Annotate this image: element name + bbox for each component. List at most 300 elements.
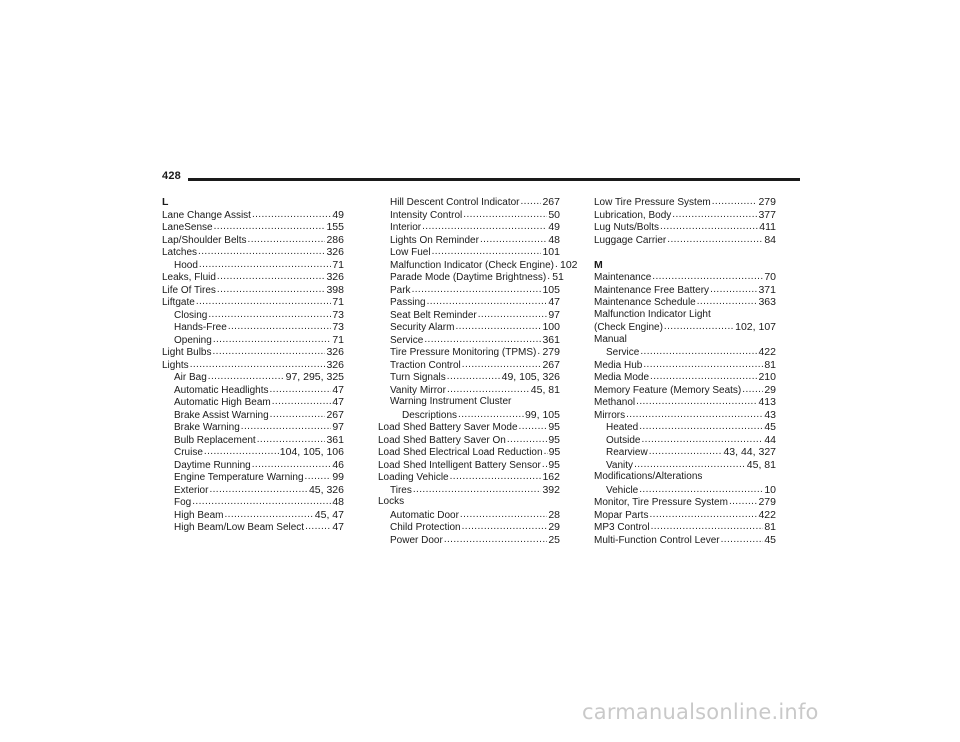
index-entry	[378, 234, 560, 247]
dot-leader	[462, 521, 548, 534]
header-rule	[188, 178, 800, 181]
index-entry-pages: 363	[758, 296, 776, 308]
index-entry-pages: 97	[332, 421, 344, 433]
dot-leader	[270, 409, 326, 422]
index-entry-pages: 101	[542, 246, 560, 258]
index-entry-term: Fog	[174, 497, 192, 508]
dot-leader	[643, 359, 763, 372]
dot-leader	[710, 284, 757, 297]
dot-leader	[519, 421, 548, 434]
index-entry-pages: 28	[548, 508, 560, 521]
index-entry	[594, 534, 776, 547]
index-entry-term: Methanol	[594, 397, 636, 408]
index-entry-term: Lap/Shoulder Belts	[162, 234, 247, 246]
index-heading: Warning Instrument Cluster	[390, 396, 512, 407]
dot-leader	[729, 496, 758, 509]
index-entry-pages: 95	[548, 421, 560, 433]
index-entry-pages: 49	[548, 221, 560, 233]
dot-leader	[252, 209, 331, 222]
index-entry-pages: 104, 105, 106	[279, 446, 344, 458]
dot-leader	[192, 496, 331, 509]
dot-leader	[228, 321, 332, 334]
index-column-2	[378, 196, 578, 546]
index-entry	[594, 409, 776, 422]
dot-leader	[248, 234, 326, 247]
index-entry	[162, 359, 344, 372]
index-entry-pages: 398	[326, 283, 344, 296]
index-entry	[594, 321, 776, 334]
dot-leader	[652, 271, 763, 284]
index-entry-term: Intensity Control	[390, 209, 463, 221]
index-entry	[594, 271, 776, 284]
dot-leader	[217, 271, 326, 284]
index-entry-pages: 45, 81	[530, 383, 560, 396]
index-entry-term: Hands-Free	[174, 322, 227, 333]
index-entry-pages: 326	[326, 246, 344, 258]
index-entry	[162, 334, 344, 347]
index-entry-pages: 71	[332, 296, 344, 308]
index-entry	[378, 409, 560, 422]
index-entry	[594, 284, 776, 297]
dot-leader	[649, 509, 757, 522]
index-entry-pages: 29	[548, 521, 560, 533]
index-entry-pages: 45	[764, 533, 776, 546]
dot-leader	[651, 521, 764, 534]
dot-leader	[213, 334, 332, 347]
index-entry-term: Media Hub	[594, 359, 643, 371]
dot-leader	[196, 296, 332, 309]
index-entry-term: Load Shed Battery Saver On	[378, 434, 506, 446]
section-letter: L	[162, 196, 169, 208]
index-entry-term: Load Shed Intelligent Battery Sensor	[378, 459, 541, 471]
index-entry-pages: 326	[326, 358, 344, 371]
index-entry	[162, 271, 344, 284]
index-entry	[162, 234, 344, 247]
dot-leader	[664, 321, 734, 334]
dot-leader	[641, 434, 763, 447]
index-entry-term: (Check Engine)	[594, 322, 663, 333]
dot-leader	[444, 534, 548, 547]
index-entry	[162, 246, 344, 259]
index-entry	[162, 296, 344, 309]
dot-leader	[521, 196, 542, 209]
index-entry-term: Cruise	[174, 447, 203, 458]
index-entry-term: Heated	[606, 422, 639, 433]
index-entry-term: Closing	[174, 309, 208, 321]
dot-leader	[424, 334, 541, 347]
dot-leader	[667, 234, 763, 247]
dot-leader	[463, 209, 547, 222]
index-entry-pages: 286	[326, 233, 344, 246]
index-heading: Manual	[594, 333, 627, 345]
index-entry-term: Mirrors	[594, 409, 626, 421]
index-entry-term: Mopar Parts	[594, 509, 649, 521]
dot-leader	[542, 459, 547, 472]
index-entry-term: Media Mode	[594, 372, 650, 383]
index-entry-term: Exterior	[174, 484, 209, 496]
index-entry-pages: 279	[758, 496, 776, 508]
index-entry-term: Malfunction Indicator (Check Engine)	[390, 259, 554, 271]
index-entry-pages: 95	[548, 458, 560, 471]
dot-leader	[241, 421, 332, 434]
index-entry-pages: 267	[542, 196, 560, 208]
index-entry-term: LaneSense	[162, 222, 213, 233]
dot-leader	[672, 209, 757, 222]
index-entry-pages: 99	[332, 471, 344, 483]
index-entry-term: MP3 Control	[594, 522, 650, 533]
index-entry-term: Automatic Door	[390, 509, 459, 521]
index-column-1	[162, 196, 344, 534]
index-entry	[378, 258, 578, 272]
dot-leader	[640, 346, 757, 359]
index-entry-pages: 49, 105, 326	[501, 371, 560, 383]
index-entry-pages: 46	[332, 458, 344, 471]
index-heading: Modifications/Alterations	[594, 471, 703, 482]
index-entry	[378, 271, 564, 284]
dot-leader	[478, 309, 548, 322]
index-entry-term: Descriptions	[402, 409, 458, 421]
dot-leader	[224, 509, 313, 522]
dot-leader	[639, 421, 763, 434]
index-entry	[594, 371, 776, 384]
dot-leader	[636, 396, 757, 409]
index-entry	[594, 221, 776, 234]
index-entry	[594, 434, 776, 447]
index-entry-term: Liftgate	[162, 297, 195, 308]
index-entry-pages: 97, 295, 325	[285, 371, 344, 383]
index-entry	[594, 346, 776, 359]
index-entry-term: Interior	[390, 222, 422, 233]
index-entry-pages: 47	[332, 396, 344, 408]
index-entry-pages: 50	[548, 208, 560, 221]
index-entry-pages: 279	[758, 196, 776, 208]
index-entry-pages: 279	[542, 346, 560, 358]
index-entry	[378, 284, 560, 297]
index-entry-pages: 99, 105	[524, 408, 560, 421]
index-entry-term: Outside	[606, 434, 641, 446]
index-entry	[162, 496, 344, 509]
index-entry-term: Lights On Reminder	[390, 234, 479, 246]
dot-leader	[455, 321, 541, 334]
index-entry-pages: 361	[326, 433, 344, 446]
index-entry	[594, 509, 776, 522]
section-letter: M	[594, 258, 603, 271]
index-entry-term: Tire Pressure Monitoring (TPMS)	[390, 347, 537, 358]
index-entry	[162, 346, 344, 359]
dot-leader	[660, 221, 758, 234]
dot-leader	[257, 434, 326, 447]
index-entry-pages: 81	[764, 358, 776, 371]
dot-leader	[649, 446, 723, 459]
dot-leader	[305, 471, 332, 484]
dot-leader	[190, 359, 326, 372]
index-entry	[594, 196, 776, 209]
index-entry-term: Seat Belt Reminder	[390, 309, 477, 321]
dot-leader	[639, 484, 763, 497]
index-entry-pages: 413	[758, 396, 776, 408]
dot-leader	[721, 534, 764, 547]
index-entry	[162, 384, 344, 397]
index-entry-pages: 377	[758, 208, 776, 221]
index-entry-term: Lights	[162, 359, 189, 371]
index-entry-pages: 44	[764, 433, 776, 446]
index-entry-term: Rearview	[606, 447, 648, 458]
index-entry-term: Parade Mode (Daytime Brightness)	[390, 272, 547, 283]
index-entry-term: Maintenance Schedule	[594, 297, 696, 308]
index-entry	[594, 396, 776, 409]
dot-leader	[413, 484, 542, 497]
index-entry-term: Vanity Mirror	[390, 384, 446, 396]
index-entry	[378, 209, 560, 222]
index-heading: Malfunction Indicator Light	[594, 308, 711, 320]
index-entry-pages: 43	[764, 408, 776, 421]
index-entry-term: Maintenance Free Battery	[594, 284, 710, 296]
dot-leader	[544, 446, 548, 459]
index-entry-term: Daytime Running	[174, 459, 251, 471]
index-entry-pages: 267	[542, 358, 560, 371]
page-number: 428	[162, 170, 181, 182]
dot-leader	[447, 371, 501, 384]
index-entry	[162, 521, 344, 534]
index-entry-term: Low Fuel	[390, 247, 431, 258]
index-heading: Locks	[378, 496, 405, 507]
index-entry	[378, 534, 560, 547]
index-entry-pages: 411	[759, 221, 776, 233]
index-entry	[594, 359, 776, 372]
index-entry	[594, 421, 776, 434]
index-entry-pages: 10	[764, 483, 776, 496]
index-entry	[378, 246, 560, 259]
index-entry	[162, 259, 344, 272]
dot-leader	[555, 259, 559, 272]
index-entry-pages: 47	[548, 296, 560, 308]
index-entry-term: Vanity	[606, 459, 634, 471]
index-entry-pages: 43, 44, 327	[723, 446, 776, 458]
index-entry-pages: 73	[332, 321, 344, 333]
dot-leader	[270, 384, 332, 397]
index-entry-term: Engine Temperature Warning	[174, 472, 304, 483]
index-entry-pages: 84	[764, 233, 776, 246]
dot-leader	[214, 221, 326, 234]
index-entry-term: Low Tire Pressure System	[594, 197, 711, 208]
dot-leader	[547, 271, 551, 284]
index-entry-term: Latches	[162, 247, 198, 258]
index-entry	[378, 509, 560, 522]
dot-leader	[742, 384, 763, 397]
index-entry-pages: 422	[758, 346, 776, 358]
index-entry-pages: 326	[326, 346, 344, 358]
index-entry-term: Automatic High Beam	[174, 397, 271, 408]
index-entry-term: Lug Nuts/Bolts	[594, 222, 660, 233]
index-entry	[162, 459, 344, 472]
index-entry	[378, 434, 560, 447]
index-entry-term: Multi-Function Control Lever	[594, 534, 720, 546]
index-entry	[378, 309, 560, 322]
dot-leader	[450, 471, 542, 484]
index-entry-term: Vehicle	[606, 484, 639, 496]
index-entry-term: Traction Control	[390, 359, 461, 371]
index-entry-pages: 45, 47	[314, 508, 344, 521]
index-entry-term: Service	[606, 347, 640, 358]
watermark: carmanualsonline.info	[582, 700, 819, 724]
dot-leader	[462, 359, 542, 372]
index-entry-term: Power Door	[390, 534, 443, 546]
index-entry-pages: 45	[764, 421, 776, 433]
index-entry-term: Loading Vehicle	[378, 472, 449, 483]
index-entry-pages: 49	[332, 208, 344, 221]
dot-leader	[208, 371, 285, 384]
index-entry-pages: 162	[542, 471, 560, 483]
index-entry-term: Maintenance	[594, 272, 652, 283]
index-entry	[378, 371, 560, 384]
index-entry	[378, 346, 560, 359]
index-entry	[378, 296, 560, 309]
index-entry-term: Automatic Headlights	[174, 384, 269, 396]
index-entry-term: Tires	[390, 484, 412, 496]
index-entry-pages: 95	[548, 446, 561, 458]
index-entry-term: High Beam	[174, 509, 224, 521]
index-entry-term: Monitor, Tire Pressure System	[594, 497, 728, 508]
index-entry	[378, 321, 560, 334]
index-entry	[162, 421, 344, 434]
index-entry	[594, 209, 776, 222]
index-entry-pages: 102, 107	[735, 321, 776, 333]
index-entry	[162, 221, 344, 234]
index-entry-pages: 48	[332, 496, 344, 508]
index-entry	[378, 521, 560, 534]
dot-leader	[447, 384, 530, 397]
index-entry	[162, 484, 344, 497]
index-entry-term: Brake Assist Warning	[174, 409, 269, 421]
dot-leader	[634, 459, 746, 472]
index-entry-term: High Beam/Low Beam Select	[174, 522, 305, 533]
dot-leader	[252, 459, 332, 472]
index-entry-term: Lubrication, Body	[594, 209, 672, 221]
dot-leader	[626, 409, 763, 422]
dot-leader	[712, 196, 758, 209]
dot-leader	[209, 484, 308, 497]
index-entry-term: Bulb Replacement	[174, 434, 256, 446]
index-entry	[594, 496, 776, 509]
index-entry-pages: 105	[542, 283, 560, 296]
index-entry-pages: 45, 326	[308, 483, 344, 496]
index-entry	[594, 384, 776, 397]
index-entry	[162, 509, 344, 522]
index-entry-pages: 97	[548, 308, 560, 321]
index-entry-term: Load Shed Electrical Load Reduction	[378, 447, 543, 458]
index-entry	[378, 446, 560, 459]
index-entry-pages: 155	[326, 221, 344, 233]
dot-leader	[458, 409, 524, 422]
index-entry-term: Passing	[390, 297, 426, 308]
dot-leader	[412, 284, 542, 297]
dot-leader	[305, 521, 331, 534]
index-entry-term: Leaks, Fluid	[162, 272, 216, 283]
index-entry	[378, 459, 560, 472]
index-entry-pages: 95	[548, 433, 560, 446]
index-entry-pages: 361	[542, 333, 560, 346]
index-entry-term: Security Alarm	[390, 322, 455, 333]
dot-leader	[480, 234, 547, 247]
index-entry-pages: 47	[332, 521, 344, 533]
dot-leader	[650, 371, 757, 384]
index-entry-pages: 102	[559, 258, 578, 271]
index-entry-pages: 73	[332, 308, 344, 321]
dot-leader	[212, 346, 325, 359]
dot-leader	[460, 509, 547, 522]
index-entry-pages: 47	[332, 383, 344, 396]
index-entry	[594, 234, 776, 247]
index-entry-term: Hood	[174, 259, 198, 271]
index-entry-pages: 25	[548, 533, 560, 546]
index-entry	[594, 484, 776, 497]
index-entry	[378, 196, 560, 209]
dot-leader	[272, 396, 332, 409]
index-entry	[378, 384, 560, 397]
index-entry-pages: 45, 81	[746, 458, 776, 471]
dot-leader	[697, 296, 758, 309]
index-entry-term: Air Bag	[174, 372, 207, 383]
index-entry-pages: 51	[552, 271, 564, 283]
index-entry	[162, 309, 344, 322]
dot-leader	[217, 284, 326, 297]
index-entry-term: Turn Signals	[390, 372, 446, 383]
dot-leader	[432, 246, 542, 259]
index-entry	[594, 296, 776, 309]
index-entry-pages: 100	[542, 321, 560, 333]
index-entry	[378, 471, 560, 484]
index-entry	[162, 396, 344, 409]
index-entry	[162, 471, 344, 484]
index-entry	[378, 421, 560, 434]
index-entry-term: Lane Change Assist	[162, 209, 251, 221]
index-entry-pages: 81	[764, 521, 776, 533]
index-entry	[162, 409, 344, 422]
index-entry-pages: 392	[542, 483, 560, 496]
index-entry-term: Life Of Tires	[162, 284, 216, 296]
index-entry	[162, 434, 344, 447]
index-entry-pages: 29	[764, 383, 776, 396]
index-entry-term: Brake Warning	[174, 422, 240, 433]
index-entry-term: Load Shed Battery Saver Mode	[378, 422, 518, 433]
index-entry-pages: 71	[332, 333, 344, 346]
index-entry-term: Park	[390, 284, 411, 296]
dot-leader	[537, 346, 541, 359]
index-entry-term: Opening	[174, 334, 212, 346]
index-entry	[162, 284, 344, 297]
index-entry-pages: 267	[326, 408, 344, 421]
index-column-3	[594, 196, 776, 546]
index-entry-pages: 48	[548, 233, 560, 246]
dot-leader	[422, 221, 547, 234]
dot-leader	[427, 296, 548, 309]
dot-leader	[507, 434, 547, 447]
index-entry-pages: 210	[758, 371, 776, 383]
dot-leader	[199, 259, 331, 272]
index-entry	[162, 321, 344, 334]
index-entry	[162, 209, 344, 222]
index-entry-pages: 326	[326, 271, 344, 283]
index-entry	[378, 334, 560, 347]
index-entry-pages: 422	[758, 508, 776, 521]
index-entry-term: Light Bulbs	[162, 347, 212, 358]
index-entry-pages: 71	[332, 258, 344, 271]
index-entry-term: Hill Descent Control Indicator	[390, 197, 520, 208]
index-entry-term: Child Protection	[390, 522, 461, 533]
index-entry-term: Luggage Carrier	[594, 234, 667, 246]
index-entry	[378, 359, 560, 372]
index-entry	[594, 446, 776, 459]
